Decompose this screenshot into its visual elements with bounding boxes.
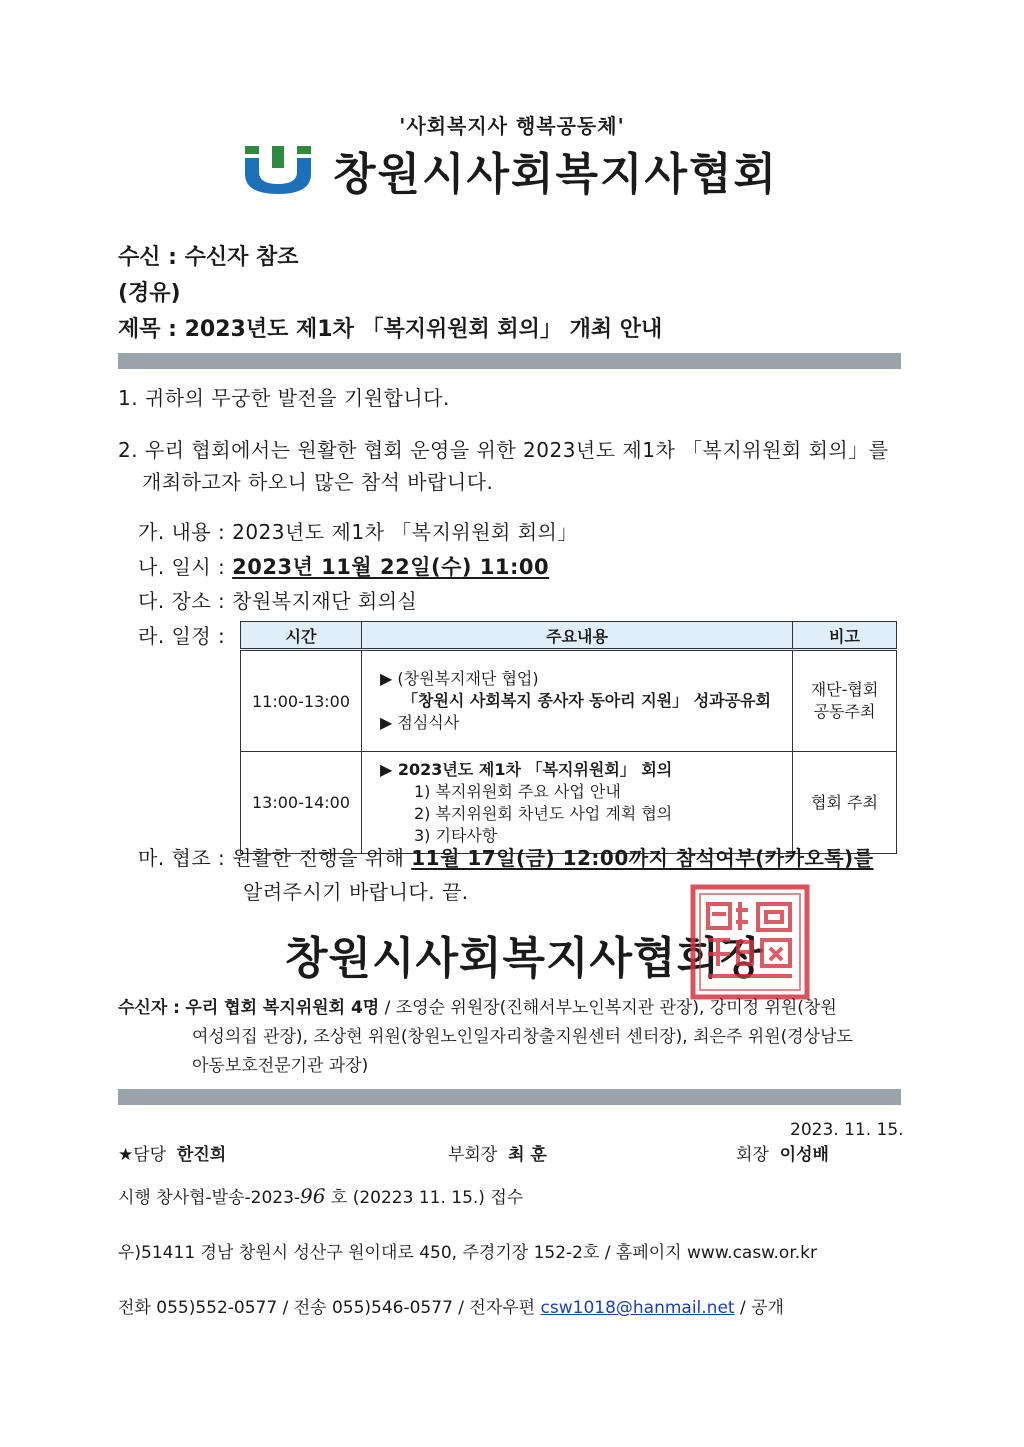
- recipient-line: 수신 : 수신자 참조: [118, 245, 299, 270]
- item-content: 가. 내용 : 2023년도 제1차 「복지위원회 회의」: [138, 520, 578, 544]
- association-logo-icon: [245, 146, 311, 194]
- official-seal-icon: [690, 884, 810, 1000]
- content-line: 1) 복지위원회 주요 사업 안내: [414, 781, 621, 801]
- item-datetime: [138, 551, 549, 581]
- enforcement-line: [118, 1183, 523, 1208]
- divider-bar: [118, 353, 901, 369]
- content-line: 「창원시 사회복지 종사자 동아리 지원」 성과공유회: [402, 691, 771, 710]
- email-link[interactable]: csw1018@hanmail.net: [540, 1298, 735, 1318]
- item-cooperation: [138, 842, 874, 871]
- content-line: ▶ 2023년도 제1차 「복지위원회」 회의: [380, 759, 673, 779]
- paragraph-2-line-1: 2. 우리 협회에서는 원활한 협회 운영을 위한 2023년도 제1차 「복지위원회 회의」를: [118, 438, 889, 462]
- president: [736, 1140, 829, 1165]
- contact-suffix: / 공개: [734, 1298, 784, 1318]
- contact-line: [118, 1293, 784, 1318]
- via-line: (경유): [118, 281, 181, 306]
- staff-in-charge: [118, 1140, 226, 1165]
- content-line: ▶ 점심식사: [380, 713, 460, 732]
- content-line: 2) 복지위원회 차년도 사업 계획 협의: [414, 803, 673, 823]
- issue-date: 2023. 11. 15.: [790, 1120, 904, 1140]
- content-line: ▶ (창원복지재단 협업): [380, 669, 539, 688]
- recipients-label: 수신자 :: [118, 998, 180, 1018]
- item-cooperation-label: 마. 협조 : 원활한 진행을 위해: [138, 846, 412, 870]
- president-label: 회장: [736, 1145, 769, 1165]
- recipients-line-3: 아동보호전문기관 과장): [192, 1056, 369, 1076]
- divider-bar: [118, 1089, 901, 1105]
- content-line: 3) 기타사항: [414, 825, 498, 845]
- row-content: [362, 752, 793, 854]
- enforcement-suffix: 호 (20223 11. 15.) 접수: [325, 1188, 524, 1208]
- table-header-row: [241, 622, 897, 650]
- enforcement-number: 96: [300, 1184, 326, 1208]
- enforcement-prefix: 시행 창사협-발송-2023-: [118, 1188, 301, 1208]
- staff-label: ★담당: [118, 1145, 167, 1165]
- table-row: [241, 650, 897, 752]
- vp-name: 최 훈: [508, 1145, 547, 1165]
- slogan: '사회복지사 행복공동체': [399, 114, 625, 138]
- recipients-group: 우리 협회 복지위원회 4명: [185, 998, 380, 1018]
- item-schedule-label: 라. 일정 :: [138, 624, 226, 648]
- paragraph-2-line-2: 개최하고자 하오니 많은 참석 바랍니다.: [142, 470, 494, 494]
- row-note: [793, 650, 897, 752]
- contact-prefix: 전화 055)552-0577 / 전송 055)546-0577 / 전자우편: [118, 1298, 541, 1318]
- vice-president: [448, 1140, 547, 1165]
- issuer-title: 창원시사회복지사협회장: [285, 933, 764, 984]
- row-note: 협회 주최: [793, 752, 897, 854]
- meeting-datetime: 2023년 11월 22일(수) 11:00: [232, 555, 550, 579]
- staff-name: 한진희: [176, 1145, 227, 1165]
- row-content: [362, 650, 793, 752]
- row-time: 13:00-14:00: [241, 752, 362, 854]
- rsvp-deadline: 11월 17일(금) 12:00까지 참석여부(카카오톡)를: [411, 846, 874, 870]
- subject-line: 제목 : 2023년도 제1차 「복지위원회 회의」 개최 안내: [118, 317, 663, 342]
- item-place: 다. 장소 : 창원복지재단 회의실: [138, 589, 418, 613]
- note-line: 공동주최: [813, 702, 876, 721]
- recipients-block: [118, 994, 903, 1081]
- note-line: 재단-협회: [810, 680, 879, 699]
- president-name: 이성배: [779, 1145, 829, 1165]
- item-datetime-label: 나. 일시 :: [138, 555, 233, 579]
- table-row: [241, 752, 897, 854]
- item-cooperation-line-2: 알려주시기 바랍니다. 끝.: [243, 880, 469, 904]
- recipients-line-2: 여성의집 관장), 조상현 위원(창원노인일자리창출지원센터 센터장), 최은주 위원(경상남도: [192, 1027, 853, 1047]
- row-time: 11:00-13:00: [241, 650, 362, 752]
- header-time: 시간: [241, 622, 362, 650]
- header-note: 비고: [793, 622, 897, 650]
- recipients-line-1: [118, 994, 903, 1023]
- address-line: 우)51411 경남 창원시 성산구 원이대로 450, 주경기장 152-2호 / 홈페이지 www.casw.or.kr: [118, 1243, 818, 1263]
- header-content: 주요내용: [362, 622, 793, 650]
- organization-name: 창원시사회복지사협회: [333, 149, 779, 200]
- recipients-names-1: / 조영순 위원장(진해서부노인복지관 관장), 강미정 위원(창원: [379, 998, 837, 1018]
- schedule-table: [240, 621, 897, 854]
- vp-label: 부회장: [448, 1145, 498, 1165]
- paragraph-1: 1. 귀하의 무궁한 발전을 기원합니다.: [118, 386, 450, 410]
